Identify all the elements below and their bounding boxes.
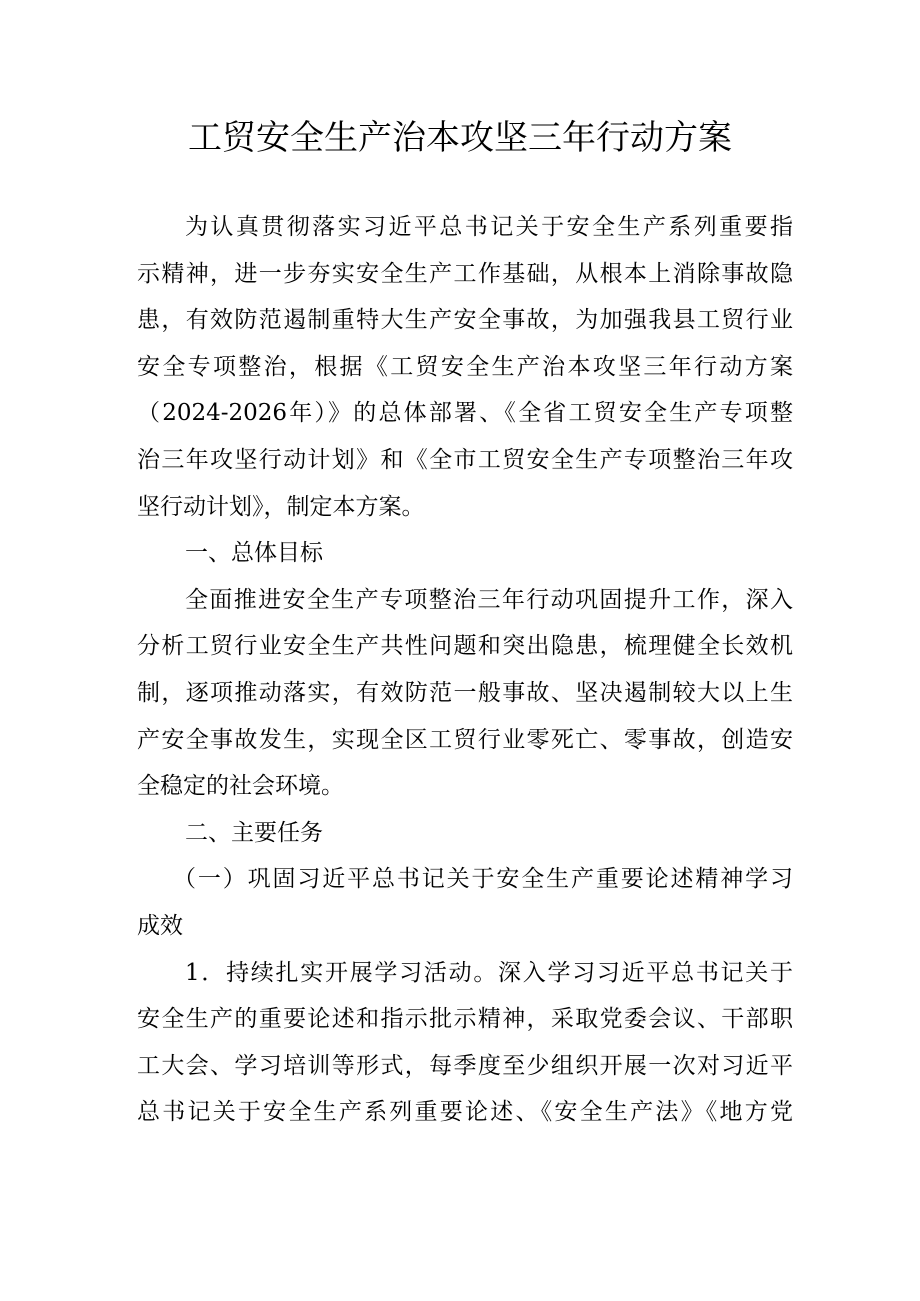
text-line: 分析工贸行业安全生产共性问题和突出隐患，梳理健全长效机 [137,633,793,660]
text-line: （2024-2026年）》的总体部署、《全省工贸安全生产专项整 [137,400,793,427]
section-heading: 二、主要任务 [185,819,323,846]
text-line: 全稳定的社会环境。 [137,773,344,800]
document-body [137,204,793,1136]
text-line: 坚行动计划》，制定本方案。 [137,493,425,520]
text-line: 产安全事故发生，实现全区工贸行业零死亡、零事故，创造安 [137,726,793,753]
text-line: 安全专项整治，根据《工贸安全生产治本攻坚三年行动方案 [137,353,793,380]
text-line: 为认真贯彻落实习近平总书记关于安全生产系列重要指 [185,214,793,240]
text-line: 全面推进安全生产专项整治三年行动巩固提升工作，深入 [185,586,793,613]
section-heading: 一、总体目标 [185,540,323,567]
document-title: 工贸安全生产治本攻坚三年行动方案 [188,118,732,158]
text-line: 安全生产的重要论述和指示批示精神，采取党委会议、干部职 [137,1006,793,1033]
text-line: 患，有效防范遏制重特大生产安全事故，为加强我县工贸行业 [137,307,793,334]
text-line: 治三年攻坚行动计划》和《全市工贸安全生产专项整治三年攻 [137,446,793,473]
text-line: 1．持续扎实开展学习活动。深入学习习近平总书记关于 [185,959,793,986]
text-line: 制，逐项推动落实，有效防范一般事故、坚决遏制较大以上生 [137,679,793,706]
text-line: 示精神，进一步夯实安全生产工作基础，从根本上消除事故隐 [137,260,793,287]
subsection-heading: （一）巩固习近平总书记关于安全生产重要论述精神学习 [173,866,793,893]
text-line: 工大会、学习培训等形式，每季度至少组织开展一次对习近平 [137,1052,793,1079]
subsection-heading: 成效 [137,912,183,939]
text-line: 总书记关于安全生产系列重要论述、《安全生产法》《地方党 [137,1099,793,1126]
